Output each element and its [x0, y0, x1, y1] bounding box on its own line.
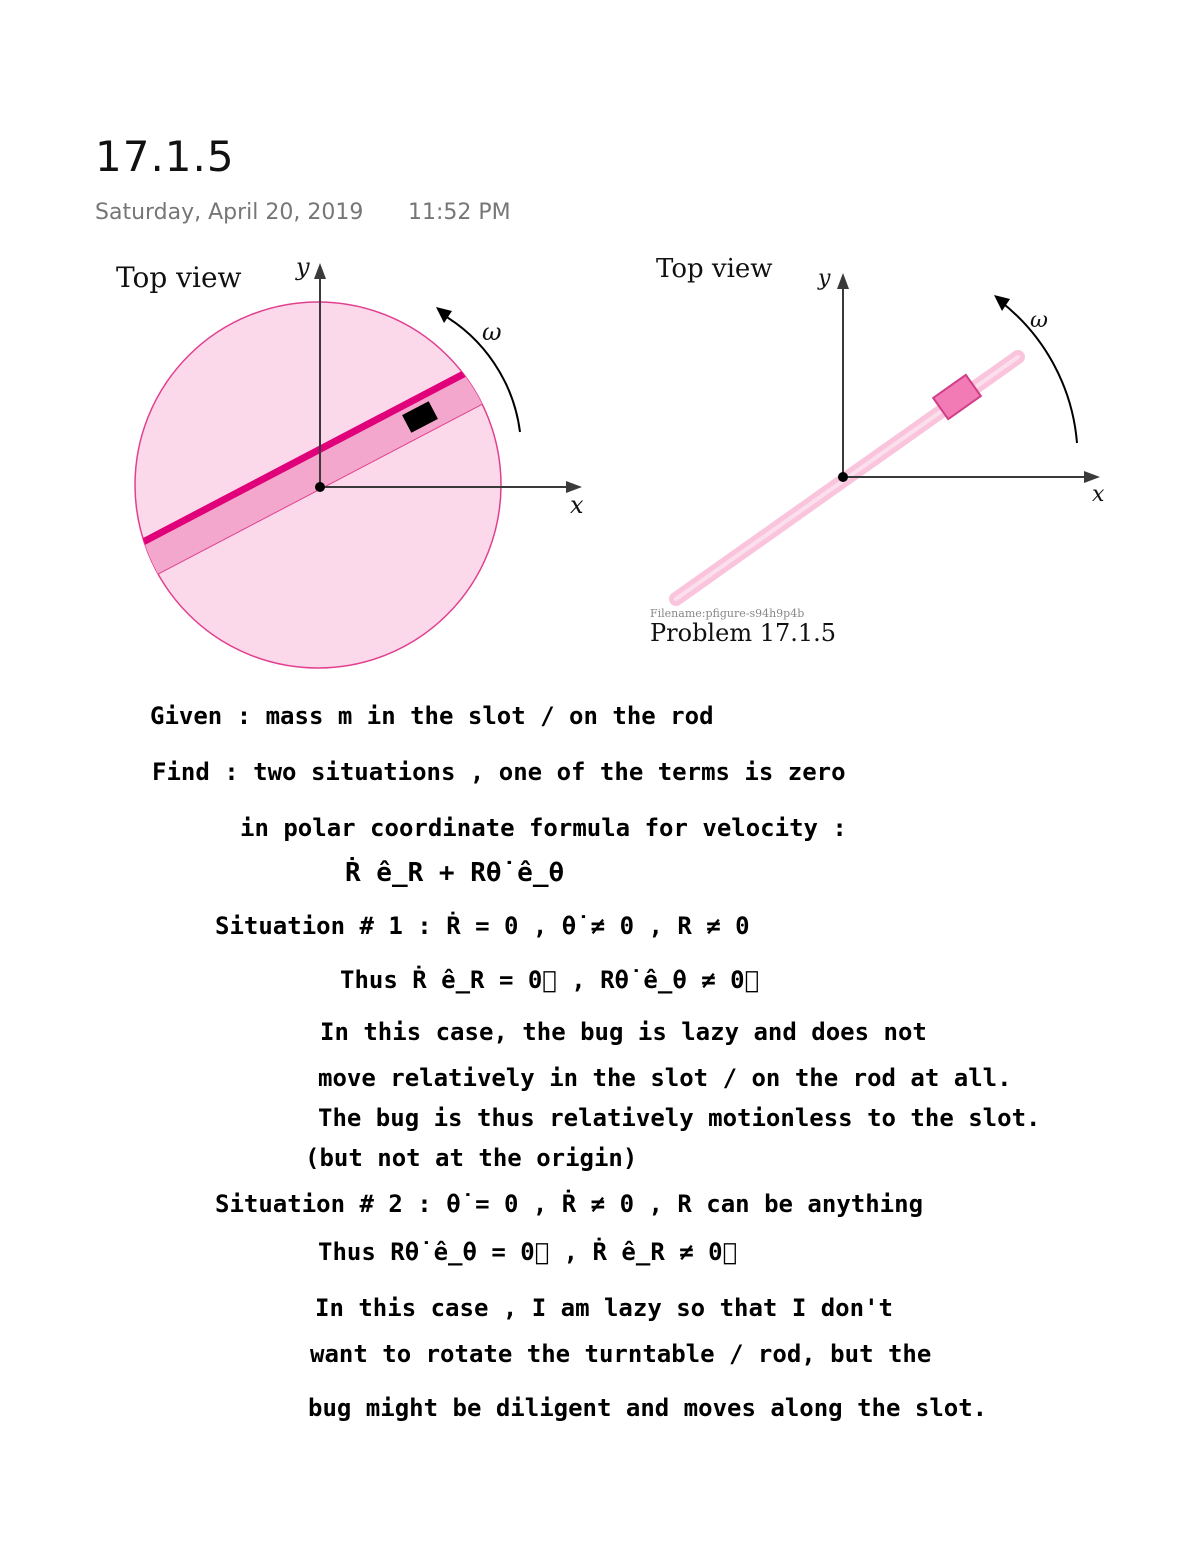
x-axis-label: x	[570, 491, 584, 519]
note-situation-2-line-2: want to rotate the turntable / rod, but the	[310, 1340, 932, 1368]
figure-caption: Problem 17.1.5	[650, 619, 837, 647]
x-axis-label: x	[1092, 482, 1105, 507]
page-date: Saturday, April 20, 2019	[95, 200, 364, 225]
note-situation-2: Situation # 2 : θ̇ = 0 , Ṙ ≠ 0 , R can be anything	[215, 1190, 924, 1218]
page-title: 17.1.5	[95, 132, 235, 181]
omega-label: ω	[482, 318, 502, 346]
figure-label: Top view	[656, 254, 773, 284]
note-situation-1-line-3: The bug is thus relatively motionless to the slot.	[318, 1104, 1041, 1132]
note-situation-2-line-3: bug might be diligent and moves along the slot.	[308, 1394, 988, 1422]
figure-label: Top view	[116, 261, 242, 294]
note-situation-1-thus: Thus Ṙ ê_R = 0⃗ , Rθ̇ ê_θ ≠ 0⃗	[340, 966, 760, 994]
note-situation-2-line-1: In this case , I am lazy so that I don't	[315, 1294, 893, 1322]
note-formula: Ṙ ê_R + Rθ̇ ê_θ	[345, 858, 565, 888]
omega-label: ω	[1030, 308, 1048, 333]
origin-dot	[315, 482, 325, 492]
rotation-arrowhead	[436, 307, 452, 323]
filename-label: Filename:pfigure-s94h9p4b	[650, 607, 805, 620]
note-situation-1: Situation # 1 : Ṙ = 0 , θ̇ ≠ 0 , R ≠ 0	[215, 912, 750, 940]
note-situation-1-line-2: move relatively in the slot / on the rod at all.	[318, 1064, 1012, 1092]
note-given: Given : mass m in the slot / on the rod	[150, 702, 714, 730]
rod-figure	[620, 245, 1140, 655]
turntable-figure	[100, 245, 600, 675]
page-time: 11:52 PM	[408, 200, 511, 225]
origin-dot	[838, 472, 848, 482]
note-find: Find : two situations , one of the terms is zero	[152, 758, 846, 786]
y-axis-arrow	[314, 263, 326, 279]
note-situation-1-line-1: In this case, the bug is lazy and does not	[320, 1018, 927, 1046]
note-situation-2-thus: Thus Rθ̇ ê_θ = 0⃗ , Ṙ ê_R ≠ 0⃗	[318, 1238, 738, 1266]
y-axis-label: y	[296, 253, 310, 281]
note-situation-1-line-4: (but not at the origin)	[305, 1144, 638, 1172]
y-axis-label: y	[818, 266, 831, 291]
note-find-2: in polar coordinate formula for velocity :	[240, 814, 847, 842]
